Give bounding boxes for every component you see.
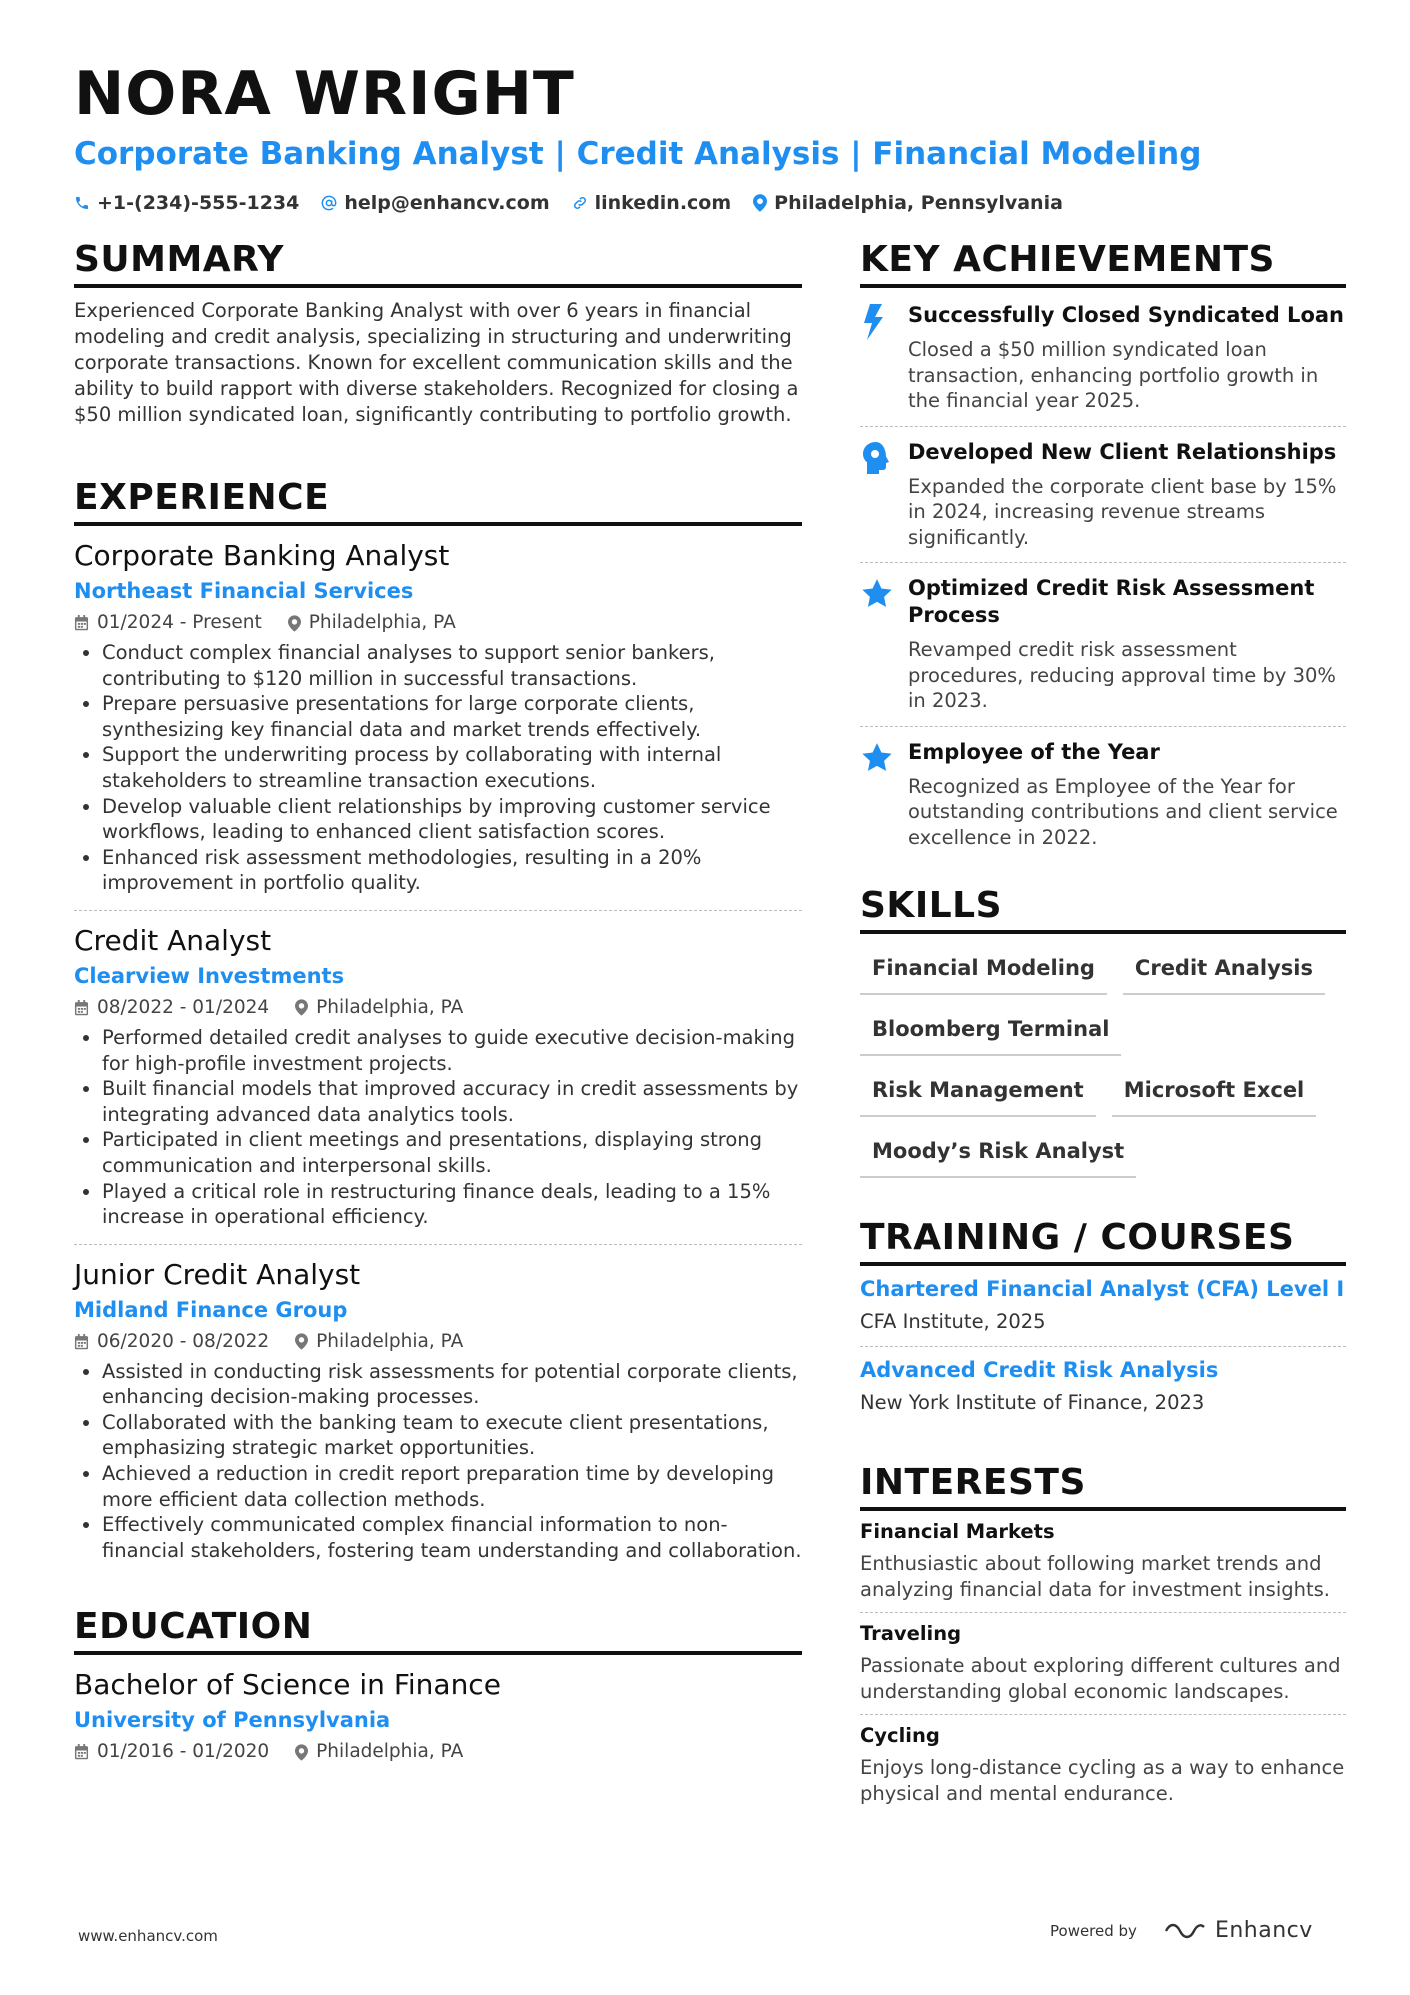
job-meta (74, 610, 802, 636)
interest-title: Financial Markets (860, 1520, 1055, 1543)
interest-item (860, 1714, 1346, 1816)
job-location-text: Philadelphia, PA (316, 1330, 464, 1352)
interest-title: Traveling (860, 1622, 962, 1645)
school-name: University of Pennsylvania (74, 1708, 391, 1733)
job-bullets (74, 640, 802, 896)
education-dates (74, 1739, 269, 1765)
achievement-title: Developed New Client Relationships (908, 439, 1337, 464)
job-meta (74, 995, 802, 1021)
job-bullets (74, 1359, 802, 1564)
job-bullet: • Participated in client meetings and presentations, displaying strong communication and interpersonal skills. (102, 1127, 802, 1178)
job-location-text: Philadelphia, PA (316, 996, 464, 1018)
map-pin-icon (295, 999, 308, 1016)
achievements-section (860, 238, 1346, 862)
enhancv-logo-icon (1163, 1920, 1207, 1942)
job-bullet: • Collaborated with the banking team to execute client presentations, emphasizing strategic market opportunities. (102, 1410, 802, 1461)
skill-tag: Credit Analysis (1123, 944, 1325, 995)
job-bullet: • Built financial models that improved accuracy in credit assessments by integrating advanced data analytics tools. (102, 1076, 802, 1127)
education-section (74, 1605, 802, 1779)
head-icon (860, 439, 908, 551)
job-bullet: • Enhanced risk assessment methodologies, resulting in a 20% improvement in portfolio quality. (102, 845, 802, 896)
job-bullet: • Achieved a reduction in credit report preparation time by developing more efficient data collection methods. (102, 1461, 802, 1512)
job-bullet: • Played a critical role in restructuring finance deals, leading to a 15% increase in operational efficiency. (102, 1179, 802, 1230)
summary-section (74, 238, 802, 428)
job-bullets (74, 1025, 802, 1230)
calendar-icon (74, 1000, 89, 1016)
lightning-icon (860, 302, 908, 414)
achievement-title: Employee of the Year (908, 739, 1160, 764)
contact-linkedin[interactable] (572, 192, 732, 214)
contact-location (753, 192, 1063, 214)
brand-name: Enhancv (1214, 1918, 1313, 1943)
calendar-icon (74, 1744, 89, 1760)
interest-item (860, 1612, 1346, 1714)
job-bullet: • Assisted in conducting risk assessments for potential corporate clients, enhancing decision-making processes. (102, 1359, 802, 1410)
course-item (860, 1266, 1346, 1346)
linkedin-text: linkedin.com (594, 192, 732, 214)
job-location (288, 610, 456, 636)
interest-title: Cycling (860, 1724, 940, 1747)
calendar-icon (74, 615, 89, 631)
job-dates-text: 01/2024 - Present (97, 612, 262, 633)
job-location (295, 1329, 463, 1355)
interest-desc: Enjoys long-distance cycling as a way to enhance physical and mental endurance. (860, 1756, 1345, 1805)
map-pin-icon (295, 1744, 308, 1761)
interests-heading: INTERESTS (860, 1461, 1346, 1511)
education-location-text: Philadelphia, PA (316, 1741, 464, 1763)
phone-icon (74, 195, 90, 211)
resume-header (74, 58, 1344, 214)
job-company: Northeast Financial Services (74, 579, 414, 603)
course-title: Advanced Credit Risk Analysis (860, 1358, 1219, 1382)
degree-title: Bachelor of Science in Finance (74, 1668, 501, 1702)
job-bullet: • Prepare persuasive presentations for large corporate clients, synthesizing key financial data and market trends effectively. (102, 691, 802, 742)
summary-heading: SUMMARY (74, 238, 802, 288)
skill-tag: Bloomberg Terminal (860, 1005, 1121, 1056)
achievement-title: Optimized Credit Risk Assessment Process (908, 576, 1315, 627)
job-dates (74, 995, 269, 1021)
interest-item (860, 1511, 1346, 1612)
skill-tag: Microsoft Excel (1112, 1066, 1317, 1117)
course-provider: New York Institute of Finance, 2023 (860, 1391, 1205, 1414)
job-company: Midland Finance Group (74, 1297, 348, 1322)
job-bullet: • Support the underwriting process by collaborating with internal stakeholders to streamline transaction executions. (102, 742, 802, 793)
link-icon (572, 195, 588, 211)
star-icon (860, 739, 908, 851)
job-bullet: • Develop valuable client relationships by improving customer service workflows, leading to enhanced client satisfaction scores. (102, 794, 802, 845)
achievement-desc: Revamped credit risk assessment procedures, reducing approval time by 30% in 2023. (908, 638, 1336, 712)
email-text: help@enhancv.com (344, 192, 550, 214)
contact-phone[interactable] (74, 192, 299, 214)
job-meta (74, 1329, 802, 1355)
footer-branding (1050, 1918, 1313, 1943)
achievement-desc: Expanded the corporate client base by 15% in 2024, increasing revenue streams significantly. (908, 474, 1337, 549)
job-title: Corporate Banking Analyst (74, 539, 450, 572)
education-heading: EDUCATION (74, 1605, 802, 1655)
job-company: Clearview Investments (74, 963, 345, 988)
interests-section (860, 1461, 1346, 1816)
interest-desc: Passionate about exploring different cultures and understanding global economic landscapes. (860, 1654, 1341, 1703)
education-entry (74, 1667, 802, 1779)
job-entry (74, 910, 802, 1244)
job-title: Junior Credit Analyst (74, 1257, 361, 1291)
education-meta (74, 1739, 802, 1765)
footer-website[interactable]: www.enhancv.com (78, 1927, 218, 1945)
job-dates-text: 06/2020 - 08/2022 (97, 1330, 270, 1352)
job-dates (74, 1329, 269, 1355)
skills-section (860, 884, 1346, 1188)
job-bullet: • Effectively communicated complex financial information to non-financial stakeholders, fostering team understanding and collaboration. (102, 1512, 802, 1563)
course-provider: CFA Institute, 2025 (860, 1310, 1046, 1333)
map-pin-icon (288, 615, 301, 632)
experience-section (74, 476, 802, 1577)
candidate-name: NORA WRIGHT (74, 59, 575, 129)
skill-tag: Risk Management (860, 1066, 1096, 1117)
achievement-desc: Closed a $50 million syndicated loan transaction, enhancing portfolio growth in the financial year 2025. (908, 338, 1319, 412)
map-pin-icon (753, 194, 767, 212)
achievement-title: Successfully Closed Syndicated Loan (908, 303, 1344, 327)
job-dates-text: 08/2022 - 01/2024 (97, 996, 270, 1018)
achievement-item (860, 562, 1346, 726)
achievements-heading: KEY ACHIEVEMENTS (860, 238, 1346, 288)
contact-bar (74, 192, 1344, 214)
education-dates-text: 01/2016 - 01/2020 (97, 1741, 270, 1763)
right-column (860, 238, 1346, 1816)
skills-heading: SKILLS (860, 884, 1346, 934)
job-bullet: • Conduct complex financial analyses to support senior bankers, contributing to $120 million in successful transactions. (102, 640, 802, 691)
skill-tag: Moody’s Risk Analyst (860, 1127, 1136, 1178)
achievement-desc: Recognized as Employee of the Year for outstanding contributions and client service excellence in 2022. (908, 774, 1338, 849)
star-icon (860, 575, 908, 714)
experience-heading: EXPERIENCE (74, 476, 802, 526)
achievement-item (860, 726, 1346, 863)
interest-desc: Enthusiastic about following market trends and analyzing financial data for investment insights. (860, 1552, 1330, 1601)
education-location (295, 1739, 463, 1765)
course-item (860, 1346, 1346, 1427)
phone-text: +1-(234)-555-1234 (97, 192, 300, 214)
job-title: Credit Analyst (74, 923, 272, 957)
summary-text: Experienced Corporate Banking Analyst with over 6 years in financial modeling and credit analysis, specializing in structuring and underwriting corporate transactions. Known for excellent communication skills and the ability to build rapport with diverse stakeholders. Recognized for closing a $50 million syndicated loan, significantly contributing to portfolio growth. (74, 299, 799, 426)
map-pin-icon (295, 1333, 308, 1350)
courses-section (860, 1216, 1346, 1427)
courses-heading: TRAINING / COURSES (860, 1216, 1346, 1266)
job-entry (74, 538, 802, 910)
at-icon (321, 195, 337, 211)
powered-by-text: Powered by (1050, 1921, 1137, 1940)
job-dates (74, 610, 262, 636)
contact-email[interactable] (321, 192, 549, 214)
job-location (295, 995, 463, 1021)
candidate-headline: Corporate Banking Analyst | Credit Analysis | Financial Modeling (74, 136, 1202, 172)
calendar-icon (74, 1334, 89, 1350)
achievement-item (860, 426, 1346, 563)
achievement-item (860, 288, 1346, 426)
job-entry (74, 1244, 802, 1578)
skills-list (860, 944, 1346, 1188)
job-bullet: • Performed detailed credit analyses to guide executive decision-making for high-profile investment projects. (102, 1025, 802, 1076)
course-title: Chartered Financial Analyst (CFA) Level I (860, 1277, 1345, 1301)
left-column (74, 238, 802, 1779)
location-text: Philadelphia, Pennsylvania (774, 192, 1063, 214)
skill-tag: Financial Modeling (860, 944, 1107, 995)
job-location-text: Philadelphia, PA (308, 612, 456, 633)
